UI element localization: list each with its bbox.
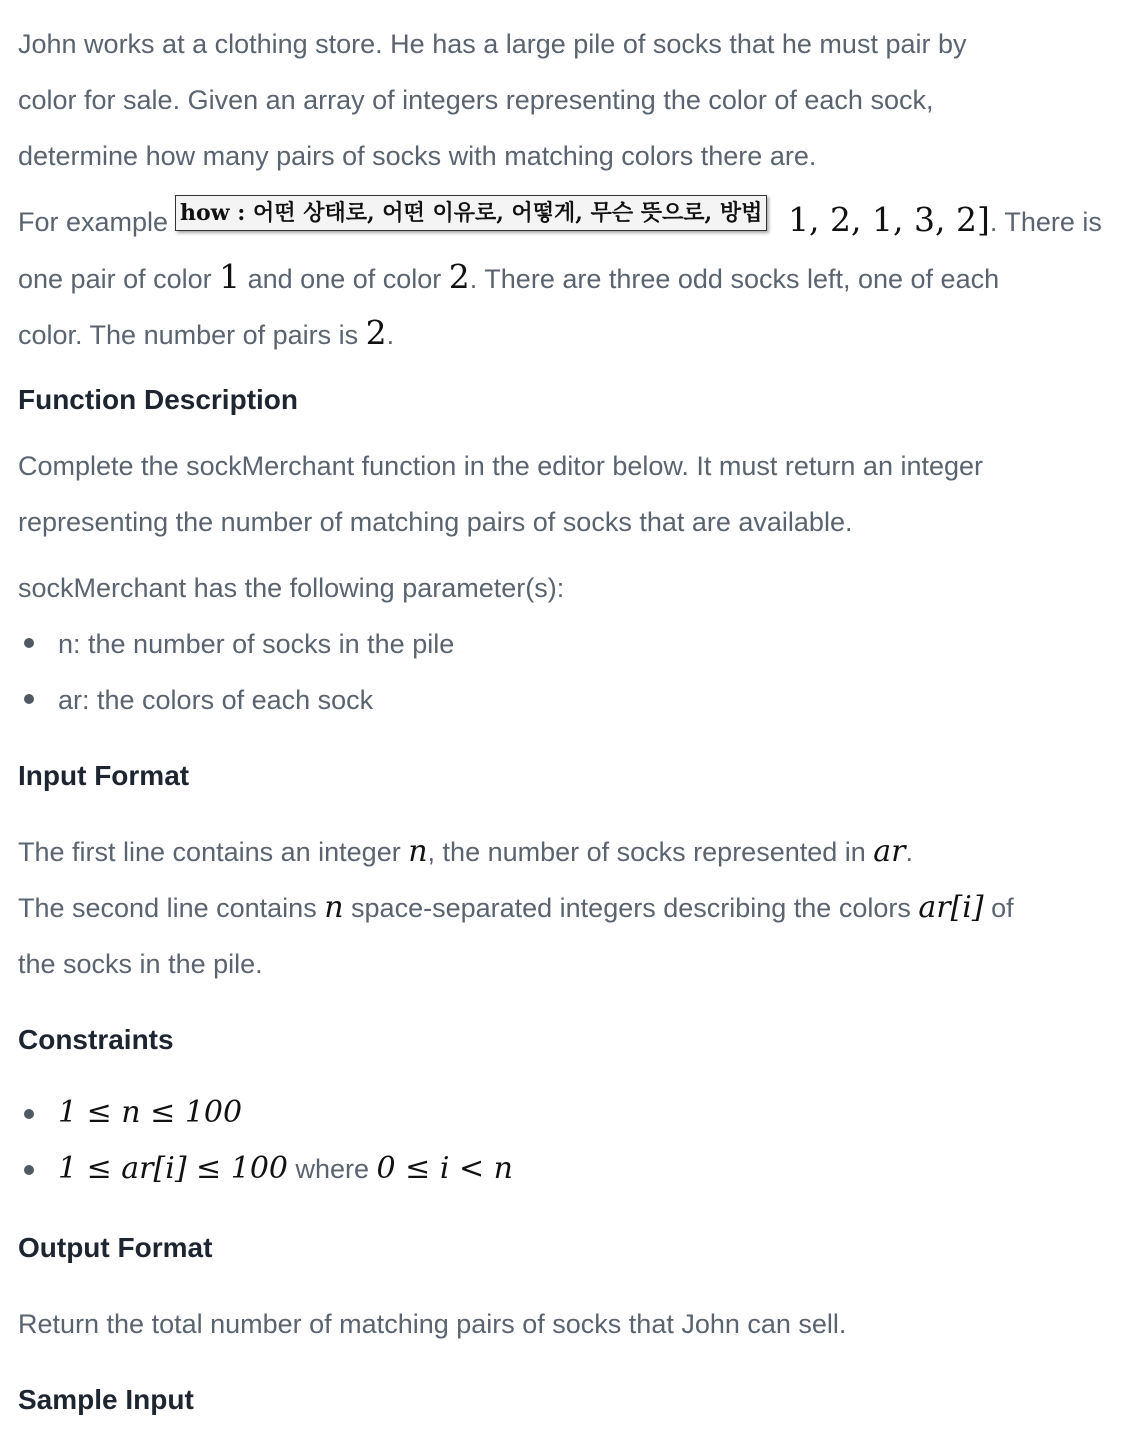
color-2: 2	[448, 257, 470, 296]
input-format-line-2: The second line contains n space-separated integers describing the colors ar[i] of	[18, 890, 1014, 925]
intro-line-3: determine how many pairs of socks with matching colors there are.	[18, 141, 817, 171]
example-array: 1, 2, 1, 3, 2]	[788, 200, 990, 239]
input-format-line-1: The first line contains an integer n, the number of socks represented in ar.	[18, 834, 914, 869]
param-item-n: n: the number of socks in the pile	[58, 629, 455, 659]
example-line-2: one pair of color 1 and one of color 2. There are three odd socks left, one of each	[18, 257, 1000, 296]
intro-line-1: John works at a clothing store. He has a large pile of socks that he must pair by	[18, 29, 967, 59]
output-format-text: Return the total number of matching pairs of socks that John can sell.	[18, 1309, 847, 1339]
bullet-icon	[24, 1109, 34, 1119]
pairs-count: 2	[365, 313, 387, 352]
input-format-line-3: the socks in the pile.	[18, 949, 263, 979]
function-description-heading: Function Description	[18, 384, 298, 415]
example-after-array: . There is	[989, 207, 1102, 237]
function-description-line-2: representing the number of matching pairs of socks that are available.	[18, 507, 853, 537]
function-description-line-1: Complete the sockMerchant function in the editor below. It must return an integer	[18, 451, 984, 481]
intro-line-2: color for sale. Given an array of integers representing the color of each sock,	[18, 85, 934, 115]
dictionary-tooltip: how : 어떤 상태로, 어떤 이유로, 어떻게, 무슨 뜻으로, 방법	[175, 195, 767, 231]
output-format-heading: Output Format	[18, 1232, 213, 1263]
constraints-heading: Constraints	[18, 1024, 174, 1055]
bullet-icon	[24, 1165, 34, 1175]
bullet-icon	[24, 638, 34, 648]
example-prefix: For example	[18, 207, 169, 237]
input-format-heading: Input Format	[18, 760, 190, 791]
constraint-1: 1 ≤ n ≤ 100	[58, 1095, 243, 1130]
sample-input-heading: Sample Input	[18, 1384, 194, 1415]
bullet-icon	[24, 694, 34, 704]
color-1: 1	[219, 257, 241, 296]
example-line-3: color. The number of pairs is 2.	[18, 313, 395, 352]
constraint-2: 1 ≤ ar[i] ≤ 100 where 0 ≤ i < n	[58, 1151, 513, 1186]
params-intro: sockMerchant has the following parameter(s):	[18, 573, 565, 603]
param-item-ar: ar: the colors of each sock	[58, 685, 374, 715]
